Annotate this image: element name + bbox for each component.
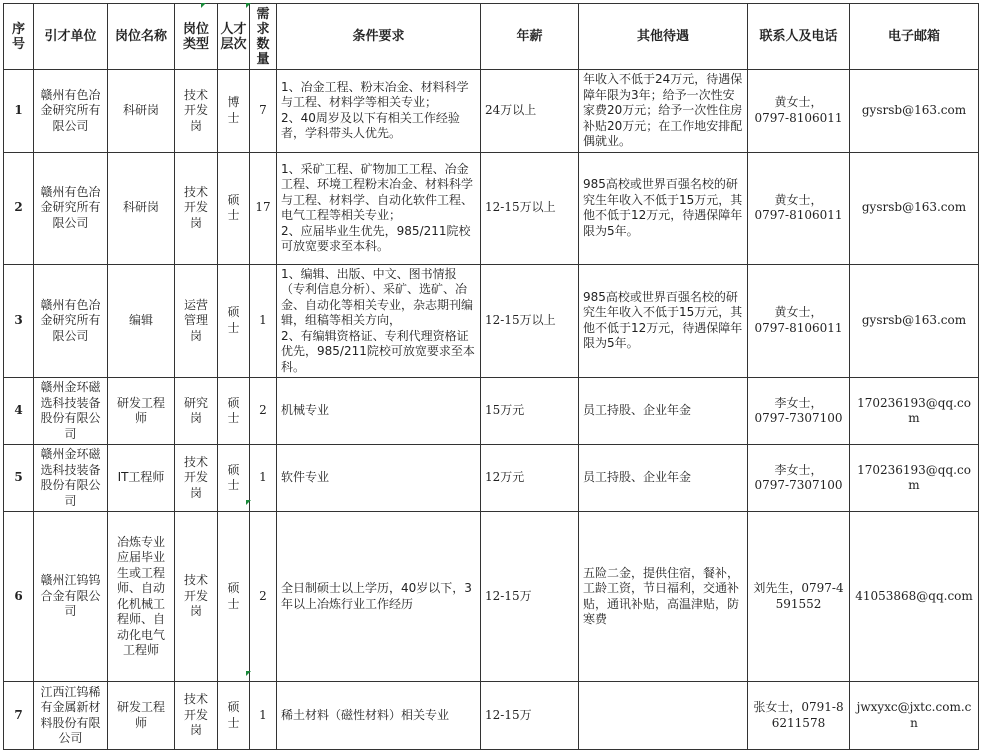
demand-count: 1 xyxy=(250,264,277,378)
talent-level: 硕士 xyxy=(218,512,250,682)
header-salary: 年薪 xyxy=(481,4,579,70)
position-name: 研发工程师 xyxy=(108,682,175,750)
email-address: 170236193@qq.com xyxy=(850,445,979,512)
position-type: 运营管理岗 xyxy=(175,264,218,378)
row-number: 4 xyxy=(4,378,34,445)
position-name: 编辑 xyxy=(108,264,175,378)
demand-count: 2 xyxy=(250,512,277,682)
position-type: 技术开发岗 xyxy=(175,682,218,750)
requirements: 1、采矿工程、矿物加工工程、冶金工程、环境工程粉末冶金、材料科学与工程、材料学、自动化软件工程、电气工程等相关专业； 2、应届毕业生优先，985/211院校可放宽要求至本科。 xyxy=(277,152,481,264)
annual-salary: 12-15万 xyxy=(481,682,579,750)
cell-marker xyxy=(246,3,251,8)
email-address: jwxyxc@jxtc.com.cn xyxy=(850,682,979,750)
talent-level: 硕士 xyxy=(218,264,250,378)
contact-info: 李女士， 0797-7307100 xyxy=(748,445,850,512)
requirements: 全日制硕士以上学历，40岁以下，3年以上冶炼行业工作经历 xyxy=(277,512,481,682)
other-benefits: 员工持股、企业年金 xyxy=(579,378,748,445)
requirements: 机械专业 xyxy=(277,378,481,445)
demand-count: 1 xyxy=(250,445,277,512)
unit-name: 赣州有色冶金研究所有限公司 xyxy=(34,152,108,264)
row-number: 2 xyxy=(4,152,34,264)
header-type: 岗位类型 xyxy=(175,4,218,70)
other-benefits: 985高校或世界百强名校的研究生年收入不低于15万元，其他不低于12万元，待遇保障年限为5年。 xyxy=(579,152,748,264)
unit-name: 赣州有色冶金研究所有限公司 xyxy=(34,264,108,378)
requirements: 1、冶金工程、粉末冶金、材料科学与工程、材料学等相关专业； 2、40周岁及以下有相关工作经验者，学科带头人优先。 xyxy=(277,70,481,153)
cell-marker xyxy=(246,671,251,676)
contact-info: 黄女士， 0797-8106011 xyxy=(748,152,850,264)
unit-name: 赣州金环磁选科技装备股份有限公司 xyxy=(34,378,108,445)
talent-level: 硕士 xyxy=(218,682,250,750)
email-address: 41053868@qq.com xyxy=(850,512,979,682)
other-benefits: 五险二金，提供住宿，餐补，工龄工资，节日福利，交通补贴，通讯补贴，高温津贴，防寒费 xyxy=(579,512,748,682)
email-address: gysrsb@163.com xyxy=(850,152,979,264)
row-number: 6 xyxy=(4,512,34,682)
unit-name: 赣州有色冶金研究所有限公司 xyxy=(34,70,108,153)
other-benefits: 员工持股、企业年金 xyxy=(579,445,748,512)
annual-salary: 12万元 xyxy=(481,445,579,512)
contact-info: 黄女士， 0797-8106011 xyxy=(748,70,850,153)
recruitment-table xyxy=(3,3,979,750)
email-address: gysrsb@163.com xyxy=(850,70,979,153)
contact-info: 黄女士， 0797-8106011 xyxy=(748,264,850,378)
header-position: 岗位名称 xyxy=(108,4,175,70)
position-type: 技术开发岗 xyxy=(175,512,218,682)
header-unit: 引才单位 xyxy=(34,4,108,70)
demand-count: 17 xyxy=(250,152,277,264)
position-name: 冶炼专业应届毕业生或工程师、自动化机械工程师、自动化电气工程师 xyxy=(108,512,175,682)
position-type: 技术开发岗 xyxy=(175,152,218,264)
header-requirements: 条件要求 xyxy=(277,4,481,70)
table-row xyxy=(4,512,979,682)
contact-info: 刘先生，0797-4591552 xyxy=(748,512,850,682)
annual-salary: 15万元 xyxy=(481,378,579,445)
position-name: 研发工程师 xyxy=(108,378,175,445)
header-email: 电子邮箱 xyxy=(850,4,979,70)
table-row xyxy=(4,70,979,153)
row-number: 3 xyxy=(4,264,34,378)
position-type: 技术开发岗 xyxy=(175,70,218,153)
position-name: 科研岗 xyxy=(108,70,175,153)
annual-salary: 12-15万 xyxy=(481,512,579,682)
header-row xyxy=(4,4,979,70)
contact-info: 李女士， 0797-7307100 xyxy=(748,378,850,445)
contact-info: 张女士，0791-86211578 xyxy=(748,682,850,750)
annual-salary: 12-15万以上 xyxy=(481,264,579,378)
header-contact: 联系人及电话 xyxy=(748,4,850,70)
other-benefits xyxy=(579,682,748,750)
demand-count: 2 xyxy=(250,378,277,445)
unit-name: 江西江钨稀有金属新材料股份有限公司 xyxy=(34,682,108,750)
requirements: 1、编辑、出版、中文、图书情报（专利信息分析）、采矿、选矿、冶金、自动化等相关专业，杂志期刊编辑，组稿等相关方向， 2、有编辑资格证、专利代理资格证优先，985/211院校可放宽要求至本科。 xyxy=(277,264,481,378)
talent-level: 硕士 xyxy=(218,152,250,264)
other-benefits: 985高校或世界百强名校的研究生年收入不低于15万元，其他不低于12万元，待遇保障年限为5年。 xyxy=(579,264,748,378)
header-benefits: 其他待遇 xyxy=(579,4,748,70)
position-name: 科研岗 xyxy=(108,152,175,264)
table-row xyxy=(4,152,979,264)
row-number: 7 xyxy=(4,682,34,750)
talent-level: 硕士 xyxy=(218,378,250,445)
table-row xyxy=(4,682,979,750)
requirements: 稀土材料（磁性材料）相关专业 xyxy=(277,682,481,750)
header-level: 人才层次 xyxy=(218,4,250,70)
talent-level: 硕士 xyxy=(218,445,250,512)
talent-level: 博士 xyxy=(218,70,250,153)
annual-salary: 24万以上 xyxy=(481,70,579,153)
unit-name: 赣州金环磁选科技装备股份有限公司 xyxy=(34,445,108,512)
unit-name: 赣州江钨钨合金有限公司 xyxy=(34,512,108,682)
other-benefits: 年收入不低于24万元，待遇保障年限为3年；给予一次性安家费20万元；给予一次性住房补贴20万元；在工作地安排配偶就业。 xyxy=(579,70,748,153)
email-address: gysrsb@163.com xyxy=(850,264,979,378)
table-row xyxy=(4,378,979,445)
demand-count: 1 xyxy=(250,682,277,750)
cell-marker xyxy=(246,500,251,505)
header-no: 序号 xyxy=(4,4,34,70)
header-count: 需求数量 xyxy=(250,4,277,70)
annual-salary: 12-15万以上 xyxy=(481,152,579,264)
email-address: 170236193@qq.com xyxy=(850,378,979,445)
table-row xyxy=(4,264,979,378)
cell-marker xyxy=(201,3,206,8)
row-number: 1 xyxy=(4,70,34,153)
position-type: 研究岗 xyxy=(175,378,218,445)
requirements: 软件专业 xyxy=(277,445,481,512)
row-number: 5 xyxy=(4,445,34,512)
position-name: IT工程师 xyxy=(108,445,175,512)
table-row xyxy=(4,445,979,512)
position-type: 技术开发岗 xyxy=(175,445,218,512)
demand-count: 7 xyxy=(250,70,277,153)
